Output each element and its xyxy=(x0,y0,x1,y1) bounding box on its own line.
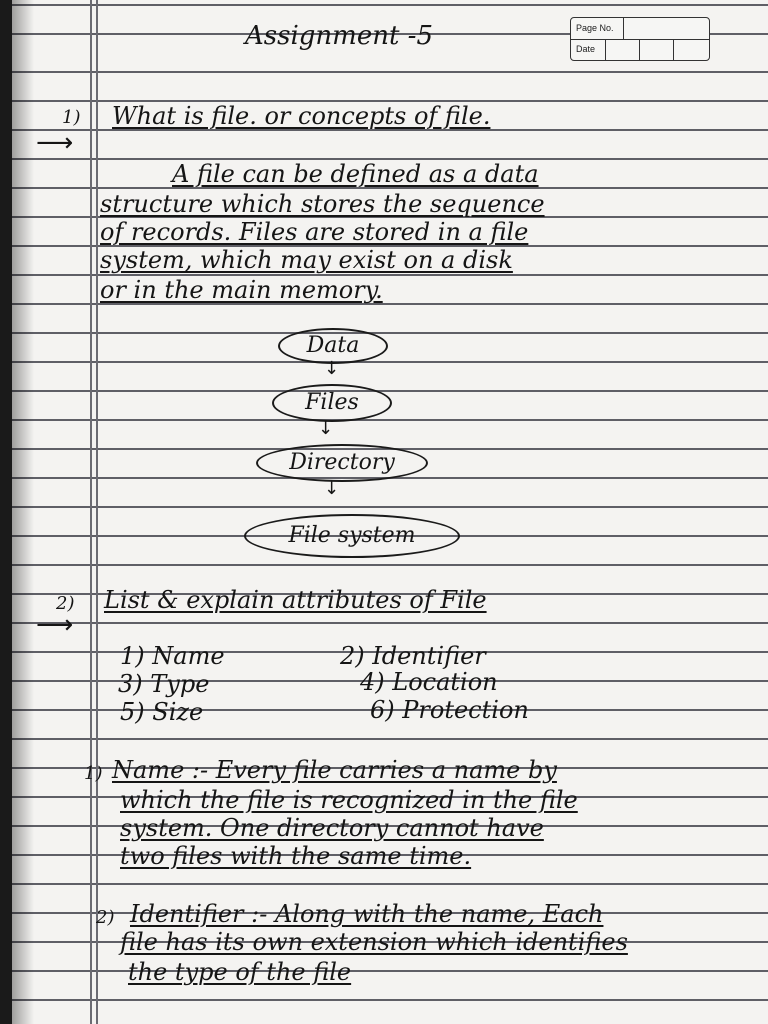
diagram-node-files: Files xyxy=(272,384,392,422)
arrow-down-icon: ↓ xyxy=(324,478,340,499)
arrow-icon: ⟶ xyxy=(36,128,74,158)
arrow-icon: ⟶ xyxy=(36,610,74,640)
answer-line: of records. Files are stored in a file xyxy=(100,218,529,246)
explanation-line: the type of the file xyxy=(128,958,352,986)
answer-line: or in the main memory. xyxy=(100,276,383,304)
margin-line xyxy=(96,0,98,1024)
page-title: Assignment -5 xyxy=(245,21,433,51)
question-number: 2) xyxy=(56,593,75,614)
page-date-box xyxy=(570,17,710,61)
attribute-item: 3) Type xyxy=(118,670,210,698)
arrow-down-icon: ↓ xyxy=(324,358,340,379)
attribute-item: 5) Size xyxy=(120,698,204,726)
explanation-line: system. One directory cannot have xyxy=(120,814,544,842)
page-number-label: Page No. xyxy=(576,23,614,33)
answer-line: structure which stores the sequence xyxy=(100,190,545,218)
attribute-item: 2) Identifier xyxy=(340,642,486,670)
question-number: 1) xyxy=(62,107,81,128)
question-heading: List & explain attributes of File xyxy=(104,586,487,614)
diagram-node-file-system: File system xyxy=(244,514,460,558)
diagram-node-data: Data xyxy=(278,328,388,364)
attribute-item: 4) Location xyxy=(360,668,498,696)
question-heading: What is file. or concepts of file. xyxy=(112,102,491,130)
explanation-line: Name :- Every file carries a name by xyxy=(112,756,557,784)
explanation-number: 1) xyxy=(84,763,103,784)
attribute-item: 1) Name xyxy=(120,642,225,670)
explanation-number: 2) xyxy=(96,907,115,928)
margin-line xyxy=(90,0,92,1024)
attribute-item: 6) Protection xyxy=(370,696,529,724)
explanation-line: two files with the same time. xyxy=(120,842,472,870)
arrow-down-icon: ↓ xyxy=(318,418,334,439)
date-label: Date xyxy=(576,44,596,54)
notebook-page xyxy=(12,0,768,1024)
answer-line: A file can be defined as a data xyxy=(172,160,539,188)
page-binding-shadow xyxy=(12,0,34,1024)
explanation-line: file has its own extension which identifies xyxy=(120,928,628,956)
answer-line: system, which may exist on a disk xyxy=(100,246,513,274)
diagram-node-directory: Directory xyxy=(256,444,428,482)
explanation-line: Identifier :- Along with the name, Each xyxy=(130,900,604,928)
explanation-line: which the file is recognized in the file xyxy=(120,786,578,814)
